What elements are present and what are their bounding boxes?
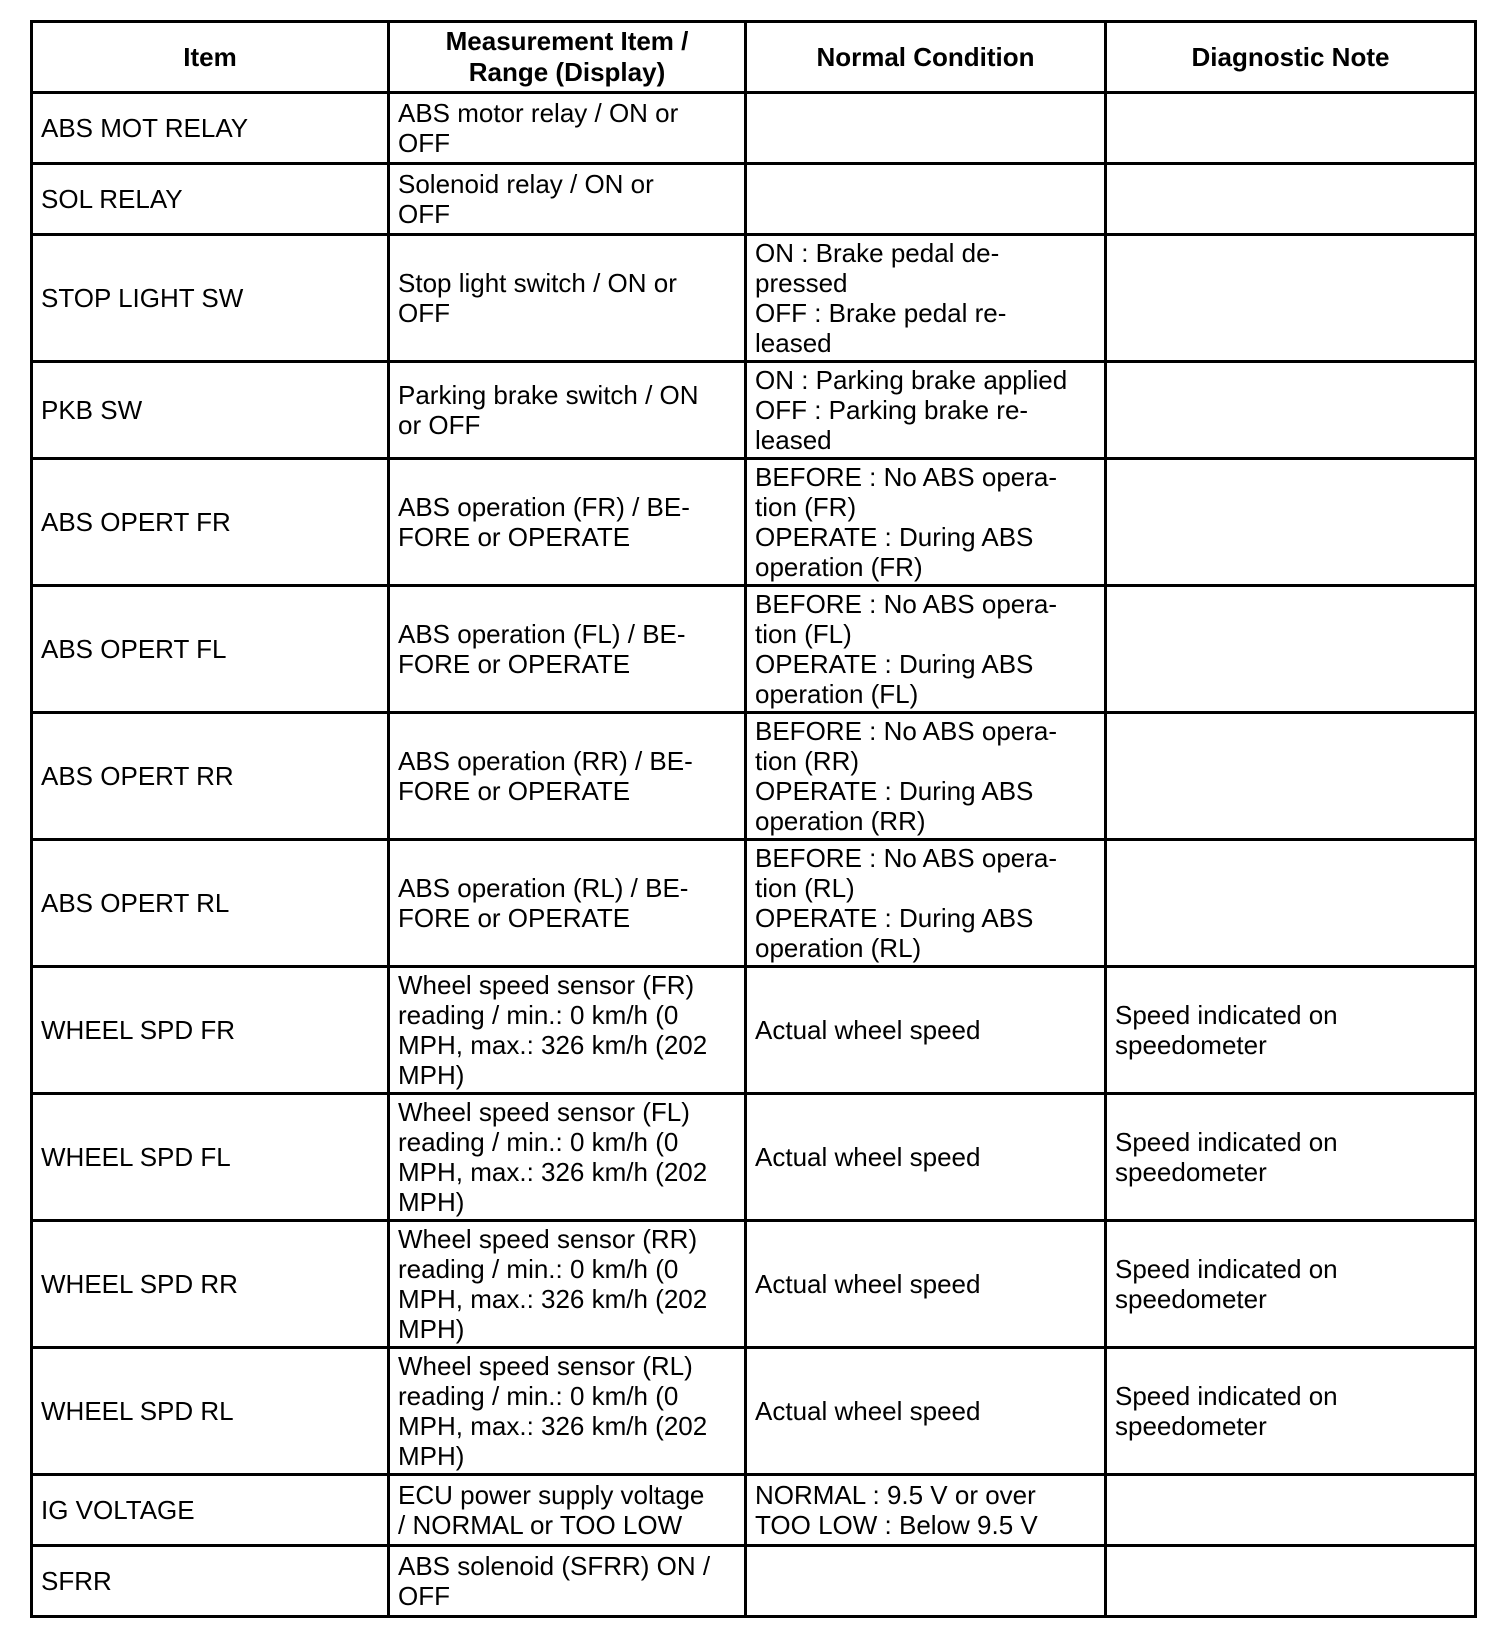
cell-item: WHEEL SPD RR	[32, 1221, 389, 1348]
cell-diagnostic-note: Speed indicated on speedometer	[1106, 1348, 1476, 1475]
cell-normal-condition	[746, 164, 1106, 235]
cell-normal-condition: NORMAL : 9.5 V or over TOO LOW : Below 9.5 V	[746, 1475, 1106, 1546]
header-diagnostic-note: Diagnostic Note	[1106, 22, 1476, 93]
header-measurement: Measurement Item / Range (Display)	[389, 22, 746, 93]
table-row	[32, 164, 1476, 235]
cell-normal-condition: BEFORE : No ABS opera- tion (RL) OPERATE : During ABS operation (RL)	[746, 840, 1106, 967]
cell-normal-condition: BEFORE : No ABS opera- tion (RR) OPERATE : During ABS operation (RR)	[746, 713, 1106, 840]
cell-normal-condition: Actual wheel speed	[746, 967, 1106, 1094]
cell-measurement: ABS solenoid (SFRR) ON / OFF	[389, 1546, 746, 1617]
cell-measurement: Stop light switch / ON or OFF	[389, 235, 746, 362]
table-row	[32, 1348, 1476, 1475]
table-row	[32, 1094, 1476, 1221]
table-row	[32, 1546, 1476, 1617]
table-row	[32, 235, 1476, 362]
table-row	[32, 967, 1476, 1094]
cell-measurement: ABS operation (FL) / BE- FORE or OPERATE	[389, 586, 746, 713]
cell-item: WHEEL SPD FL	[32, 1094, 389, 1221]
cell-normal-condition: ON : Parking brake applied OFF : Parking brake re- leased	[746, 362, 1106, 459]
cell-diagnostic-note	[1106, 1475, 1476, 1546]
cell-measurement: Parking brake switch / ON or OFF	[389, 362, 746, 459]
cell-normal-condition: Actual wheel speed	[746, 1094, 1106, 1221]
cell-diagnostic-note: Speed indicated on speedometer	[1106, 967, 1476, 1094]
data-list-table	[30, 20, 1477, 1618]
cell-measurement: ECU power supply voltage / NORMAL or TOO LOW	[389, 1475, 746, 1546]
header-normal-condition: Normal Condition	[746, 22, 1106, 93]
cell-diagnostic-note	[1106, 93, 1476, 164]
cell-diagnostic-note	[1106, 586, 1476, 713]
cell-diagnostic-note	[1106, 1546, 1476, 1617]
cell-measurement: Wheel speed sensor (FL) reading / min.: 0 km/h (0 MPH, max.: 326 km/h (202 MPH)	[389, 1094, 746, 1221]
cell-diagnostic-note	[1106, 840, 1476, 967]
cell-item: STOP LIGHT SW	[32, 235, 389, 362]
cell-item: ABS OPERT FL	[32, 586, 389, 713]
cell-item: SOL RELAY	[32, 164, 389, 235]
table-row	[32, 459, 1476, 586]
cell-item: PKB SW	[32, 362, 389, 459]
cell-measurement: ABS operation (FR) / BE- FORE or OPERATE	[389, 459, 746, 586]
cell-diagnostic-note	[1106, 459, 1476, 586]
cell-diagnostic-note	[1106, 164, 1476, 235]
cell-diagnostic-note	[1106, 713, 1476, 840]
cell-normal-condition	[746, 1546, 1106, 1617]
cell-measurement: Solenoid relay / ON or OFF	[389, 164, 746, 235]
cell-measurement: Wheel speed sensor (FR) reading / min.: 0 km/h (0 MPH, max.: 326 km/h (202 MPH)	[389, 967, 746, 1094]
cell-normal-condition: BEFORE : No ABS opera- tion (FL) OPERATE : During ABS operation (FL)	[746, 586, 1106, 713]
cell-normal-condition: Actual wheel speed	[746, 1348, 1106, 1475]
cell-measurement: ABS operation (RR) / BE- FORE or OPERATE	[389, 713, 746, 840]
cell-measurement: Wheel speed sensor (RR) reading / min.: 0 km/h (0 MPH, max.: 326 km/h (202 MPH)	[389, 1221, 746, 1348]
table-row	[32, 713, 1476, 840]
cell-diagnostic-note	[1106, 235, 1476, 362]
document-page	[30, 20, 1474, 1618]
cell-item: WHEEL SPD RL	[32, 1348, 389, 1475]
table-header-row	[32, 22, 1476, 93]
table-row	[32, 1221, 1476, 1348]
table-row	[32, 840, 1476, 967]
cell-measurement: ABS operation (RL) / BE- FORE or OPERATE	[389, 840, 746, 967]
cell-item: ABS OPERT RL	[32, 840, 389, 967]
table-row	[32, 1475, 1476, 1546]
cell-normal-condition	[746, 93, 1106, 164]
cell-item: IG VOLTAGE	[32, 1475, 389, 1546]
table-row	[32, 93, 1476, 164]
cell-diagnostic-note: Speed indicated on speedometer	[1106, 1094, 1476, 1221]
cell-normal-condition: Actual wheel speed	[746, 1221, 1106, 1348]
header-item: Item	[32, 22, 389, 93]
cell-measurement: ABS motor relay / ON or OFF	[389, 93, 746, 164]
cell-normal-condition: BEFORE : No ABS opera- tion (FR) OPERATE : During ABS operation (FR)	[746, 459, 1106, 586]
cell-item: WHEEL SPD FR	[32, 967, 389, 1094]
cell-diagnostic-note	[1106, 362, 1476, 459]
cell-item: ABS MOT RELAY	[32, 93, 389, 164]
cell-normal-condition: ON : Brake pedal de- pressed OFF : Brake pedal re- leased	[746, 235, 1106, 362]
table-row	[32, 362, 1476, 459]
cell-item: ABS OPERT FR	[32, 459, 389, 586]
table-row	[32, 586, 1476, 713]
cell-measurement: Wheel speed sensor (RL) reading / min.: 0 km/h (0 MPH, max.: 326 km/h (202 MPH)	[389, 1348, 746, 1475]
cell-diagnostic-note: Speed indicated on speedometer	[1106, 1221, 1476, 1348]
cell-item: SFRR	[32, 1546, 389, 1617]
cell-item: ABS OPERT RR	[32, 713, 389, 840]
